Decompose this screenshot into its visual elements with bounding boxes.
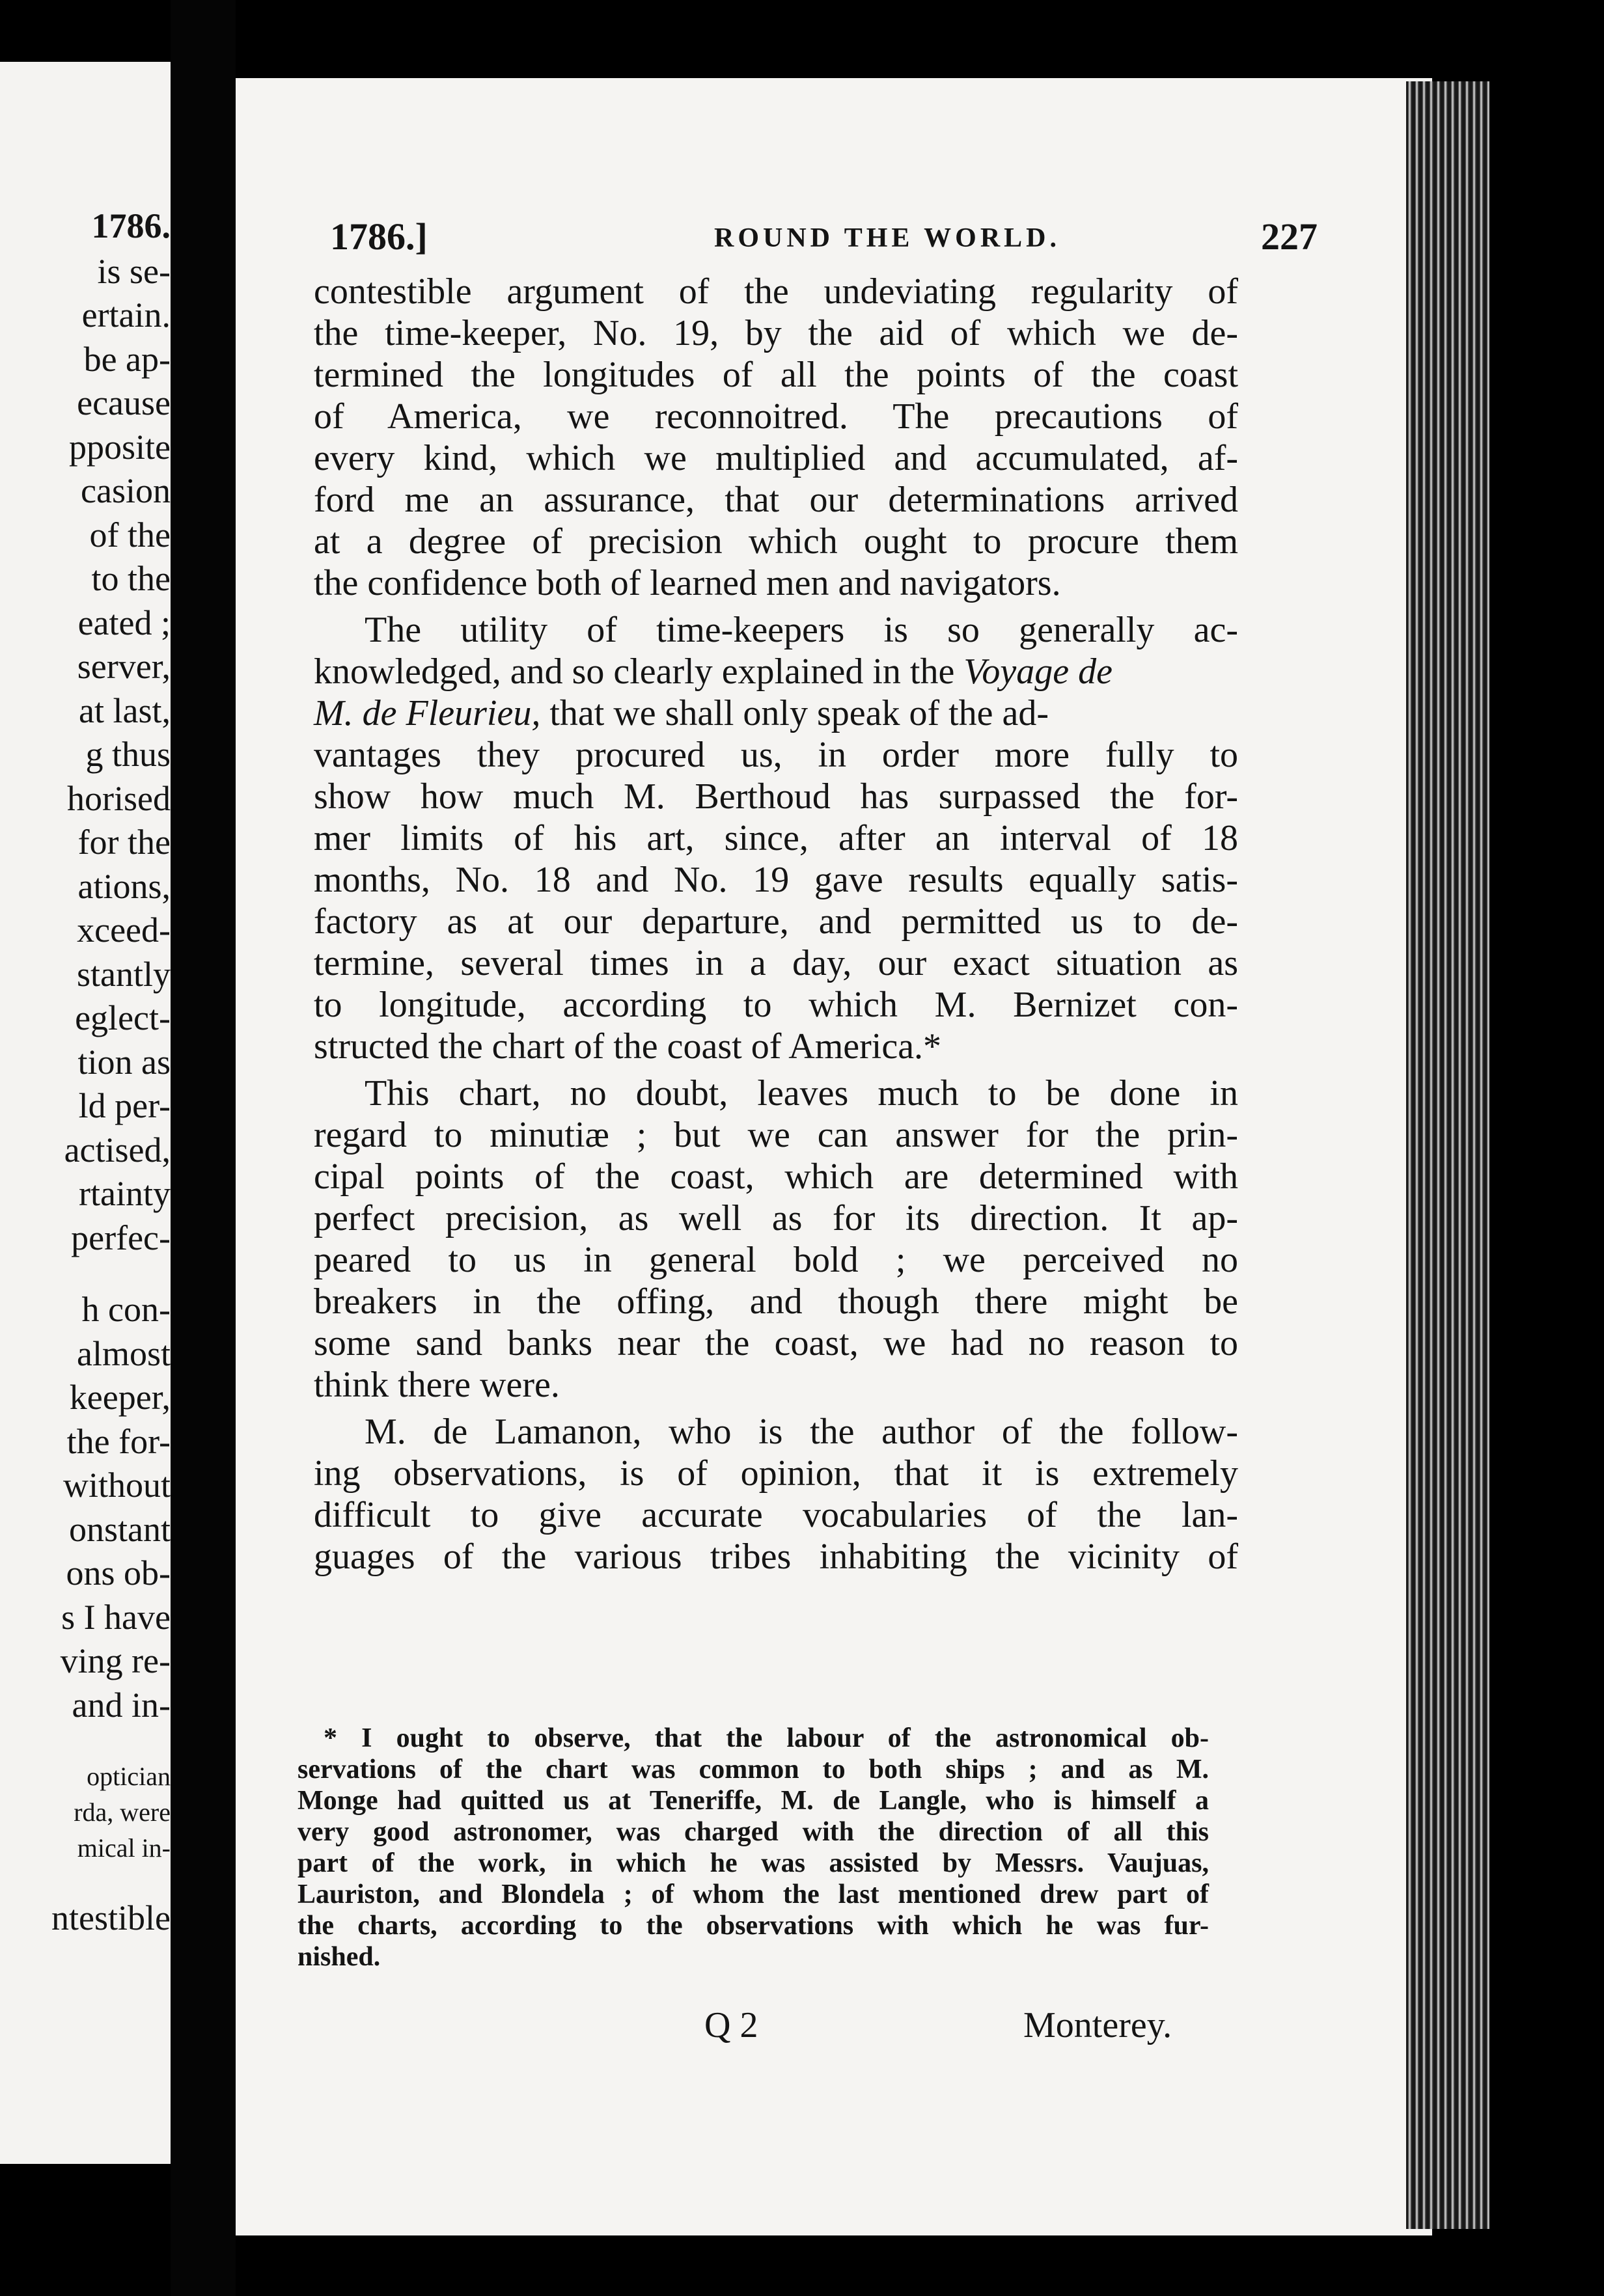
text-line: the time-keeper, No. 19, by the aid of which we de- <box>314 313 1238 353</box>
facing-page-line: g thus <box>85 735 171 774</box>
facing-page-line: actised, <box>64 1130 171 1169</box>
footnote-line: the charts, according to the observations with which he was fur- <box>297 1911 1209 1941</box>
text-line: at a degree of precision which ought to procure them <box>314 521 1238 562</box>
text-line: of America, we reconnoitred. The precautions of <box>314 396 1238 437</box>
facing-page-line: tion as <box>77 1043 171 1082</box>
facing-page-line: onstant <box>69 1510 171 1549</box>
text-line: every kind, which we multiplied and accumulated, af- <box>314 438 1238 478</box>
text-span: knowledged, and so clearly explained in the <box>314 651 955 692</box>
footnote-line: servations of the chart was common to both ships ; and as M. <box>297 1755 1209 1784</box>
facing-page-line: perfec- <box>71 1218 171 1257</box>
facing-page-line: ons ob- <box>66 1553 171 1592</box>
text-line: some sand banks near the coast, we had no reason to <box>314 1323 1238 1363</box>
text-line: regard to minutiæ ; but we can answer for the prin- <box>314 1115 1238 1155</box>
italic-title: Voyage de <box>963 651 1113 692</box>
facing-page-line: the for- <box>66 1422 171 1461</box>
page-edges <box>1406 81 1489 2229</box>
text-line: termined the longitudes of all the points of the coast <box>314 355 1238 395</box>
facing-page-line: is se- <box>97 252 171 291</box>
text-span: that we shall only speak of the ad- <box>549 693 1049 733</box>
signature-mark: Q 2 <box>704 2005 758 2045</box>
facing-page-line: to the <box>91 559 171 598</box>
text-line: structed the chart of the coast of America.* <box>314 1026 942 1067</box>
running-header-title: ROUND THE WORLD. <box>714 223 1061 253</box>
facing-page-line: optician <box>87 1762 171 1791</box>
facing-page-line: stantly <box>77 955 171 994</box>
italic-title: M. de Fleurieu, <box>314 693 541 733</box>
facing-page-line: keeper, <box>69 1378 171 1417</box>
facing-page-line: horised <box>67 779 171 818</box>
facing-page-line: server, <box>77 647 171 686</box>
running-header-year: 1786.] <box>330 215 428 258</box>
text-line: cipal points of the coast, which are determined with <box>314 1156 1238 1197</box>
text-line: mer limits of his art, since, after an interval of 18 <box>314 818 1238 858</box>
footnote-line: Lauriston, and Blondela ; of whom the last mentioned drew part of <box>297 1879 1209 1909</box>
text-line: breakers in the offing, and though there might be <box>314 1281 1238 1322</box>
text-line: show how much M. Berthoud has surpassed the for- <box>314 776 1238 817</box>
text-line: contestible argument of the undeviating regularity of <box>314 271 1238 312</box>
text-line: months, No. 18 and No. 19 gave results equally satis- <box>314 860 1238 900</box>
page <box>236 78 1432 2235</box>
footnote-line: part of the work, in which he was assisted by Messrs. Vaujuas, <box>297 1848 1209 1878</box>
facing-page-line: almost <box>77 1334 171 1373</box>
facing-page-line: be ap- <box>83 340 171 379</box>
facing-page-line: pposite <box>69 428 171 467</box>
facing-page-line: 1786. <box>91 206 171 245</box>
footnote-line: very good astronomer, was charged with the direction of all this <box>297 1817 1209 1847</box>
facing-page-line: at last, <box>79 691 171 730</box>
text-line: to longitude, according to which M. Bernizet con- <box>314 985 1238 1025</box>
facing-page-line: eated ; <box>77 603 171 642</box>
facing-page-line: ld per- <box>78 1086 171 1125</box>
facing-page-line: ntestible <box>51 1898 171 1937</box>
facing-page-line: mical in- <box>77 1833 171 1863</box>
facing-page-line: of the <box>89 515 171 554</box>
text-line: difficult to give accurate vocabularies of the lan- <box>314 1495 1238 1535</box>
footnote-line: * I ought to observe, that the labour of the astronomical ob- <box>324 1723 1209 1753</box>
facing-page-line: ations, <box>77 867 171 906</box>
catchword: Monterey. <box>1023 2005 1172 2045</box>
text-line: the confidence both of learned men and navigators. <box>314 563 1061 603</box>
footnote-line: Monge had quitted us at Teneriffe, M. de Langle, who is himself a <box>297 1786 1209 1816</box>
text-line: This chart, no doubt, leaves much to be done in <box>365 1073 1238 1114</box>
page-number: 227 <box>1261 215 1318 258</box>
text-line <box>314 695 1238 731</box>
facing-page-line: for the <box>77 823 171 862</box>
facing-page-line: casion <box>81 471 171 510</box>
running-header <box>330 215 1432 260</box>
text-line: termine, several times in a day, our exact situation as <box>314 943 1238 983</box>
footnote-line: nished. <box>297 1942 381 1972</box>
book-gutter <box>171 0 236 2296</box>
text-line: think there were. <box>314 1365 560 1405</box>
text-line: M. de Lamanon, who is the author of the follow- <box>365 1412 1238 1452</box>
facing-page-line: rtainty <box>79 1174 171 1213</box>
facing-page-line: eglect- <box>75 998 171 1037</box>
facing-page-line: ecause <box>77 383 171 422</box>
text-line: perfect precision, as well as for its direction. It ap- <box>314 1198 1238 1238</box>
facing-page-line: h con- <box>81 1290 171 1329</box>
facing-page-line: rda, were <box>74 1797 171 1827</box>
text-line <box>314 653 1238 690</box>
text-line: guages of the various tribes inhabiting the vicinity of <box>314 1537 1238 1577</box>
text-line: ing observations, is of opinion, that it is extremely <box>314 1453 1238 1494</box>
facing-page-line: and in- <box>72 1686 171 1725</box>
facing-page-line: ertain. <box>81 295 171 335</box>
text-line: The utility of time-keepers is so generally ac- <box>365 610 1238 650</box>
facing-page <box>0 62 171 2164</box>
facing-page-line: ving re- <box>60 1641 171 1680</box>
text-line: ford me an assurance, that our determinations arrived <box>314 480 1238 520</box>
facing-page-line: s I have <box>61 1598 171 1637</box>
text-line: vantages they procured us, in order more fully to <box>314 735 1238 775</box>
text-line: peared to us in general bold ; we perceived no <box>314 1240 1238 1280</box>
text-line: factory as at our departure, and permitted us to de- <box>314 901 1238 942</box>
facing-page-line: xceed- <box>77 910 171 950</box>
facing-page-line: without <box>62 1466 171 1505</box>
